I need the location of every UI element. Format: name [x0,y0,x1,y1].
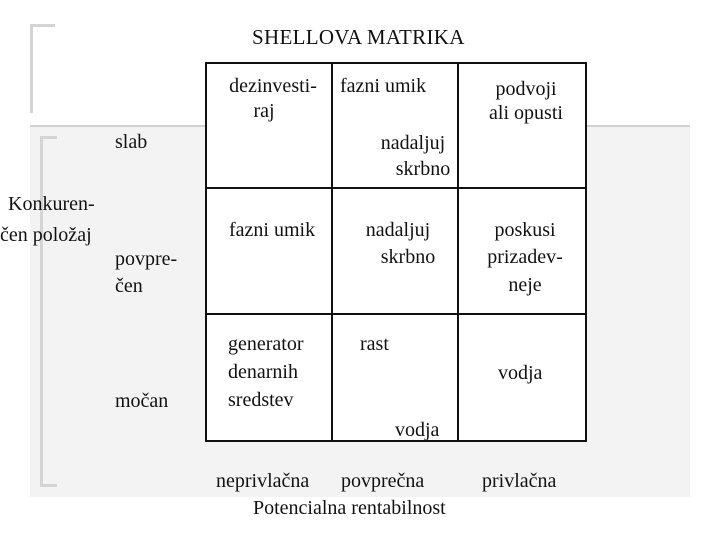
cell-r2c2-text-line1: nadaljuj [365,219,431,241]
cell-r2c3-text-line1: poskusi [494,219,556,241]
cell-r2c1-text: fazni umik [229,219,316,241]
x-axis-label: Potencialna rentabilnost [253,497,446,519]
y-level-average-line2: čen [115,275,143,297]
decorative-bracket-bottom [40,136,57,487]
cell-r3c3-text: vodja [498,362,543,384]
y-level-strong: močan [115,390,169,412]
cell-r1c1-text-line2: raj [253,100,275,122]
cell-r1c3-text-line2: ali opusti [489,102,563,124]
cell-r3c1-text-line2: denarnih [228,361,298,383]
y-axis-label-line1: Konkuren- [8,193,95,215]
cell-r1c3-text-line1: podvoji [495,78,557,100]
page-title: SHELLOVA MATRIKA [252,25,465,49]
cell-r2c2-text-line2: skrbno [380,246,436,268]
cell-r3c1-text-line3: sredstev [228,389,294,411]
x-level-attractive: privlačna [482,470,557,492]
cell-r1-extra-line2: skrbno [395,158,451,180]
cell-r1c2-text: fazni umik [340,75,427,97]
cell-r3-extra-text: vodja [395,419,440,441]
x-level-unattractive: neprivlačna [216,470,310,492]
cell-r1c1-text-line1: dezinvesti- [229,75,317,97]
y-level-average-line1: povpre- [115,248,178,270]
decorative-bracket-top [30,24,55,113]
cell-r2c3-text-line3: neje [508,274,542,296]
cell-r1-extra-line1: nadaljuj [380,132,446,154]
cell-r3c1-text-line1: generator [228,333,304,355]
matrix-cell-r2c1 [207,189,333,314]
cell-r3c2-text: rast [360,333,389,355]
y-level-weak: slab [115,131,148,153]
y-axis-label-line2: čen položaj [0,224,92,246]
cell-r2c3-text-line2: prizadev- [487,246,563,268]
x-level-average: povprečna [341,470,425,492]
